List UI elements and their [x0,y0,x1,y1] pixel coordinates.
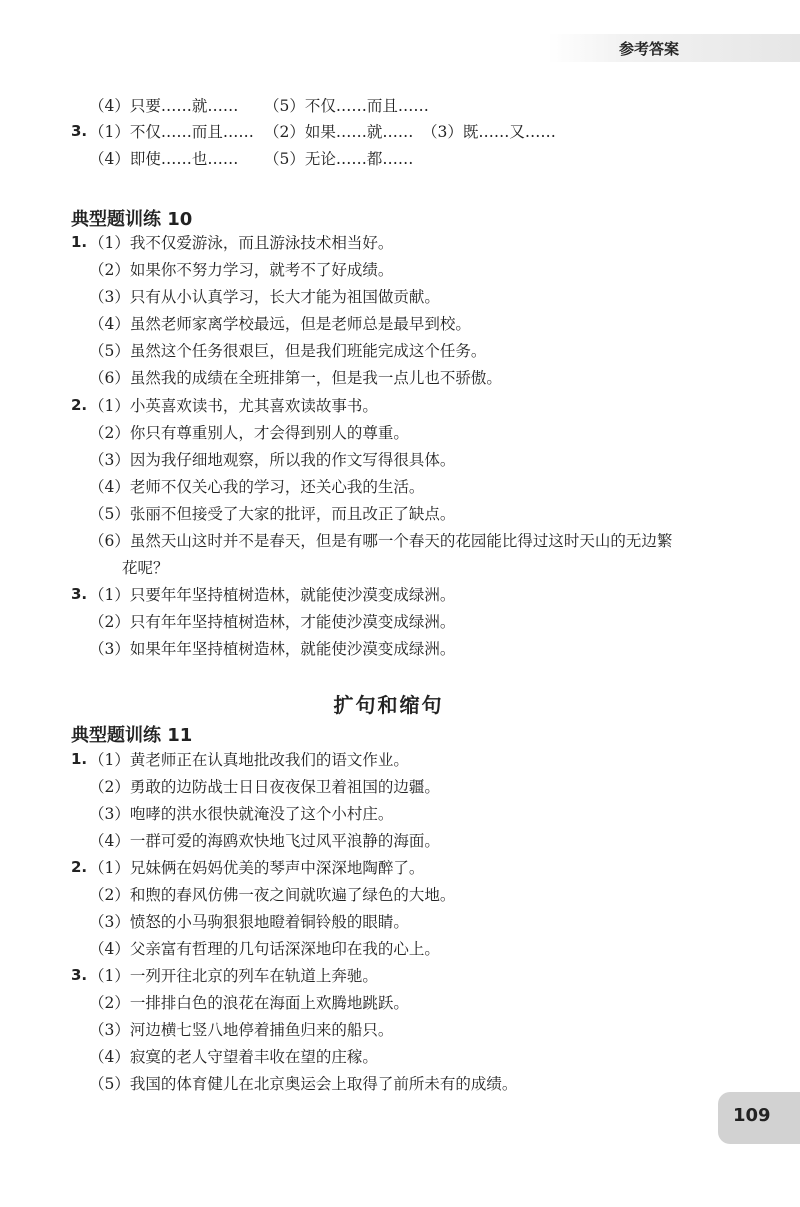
answer-line: （2）如果你不努力学习，就考不了好成绩。 [89,261,394,279]
answer-line: （5）虽然这个任务很艰巨，但是我们班能完成这个任务。 [89,342,487,360]
section-title: 典型题训练 11 [71,725,193,746]
answer-line: （2）你只有尊重别人，才会得到别人的尊重。 [89,424,409,442]
page-number: 109 [733,1105,771,1126]
answer-line: （4）只要……就…… [89,97,239,115]
answer-line: （5）我国的体育健儿在北京奥运会上取得了前所未有的成绩。 [89,1075,518,1093]
answer-line: （4）寂寞的老人守望着丰收在望的庄稼。 [89,1048,378,1066]
answer-line: （3）咆哮的洪水很快就淹没了这个小村庄。 [89,805,394,823]
answer-line: （4）即使……也…… [89,150,239,168]
answer-line: 花呢？ [122,559,169,577]
answer-line: （1）我不仅爱游泳，而且游泳技术相当好。 [89,234,394,252]
answer-line: （5）无论……都…… [264,150,414,168]
answer-line: （3）既……又…… [422,123,556,141]
question-number: 3. [71,966,88,984]
question-number: 3. [71,585,88,603]
answer-line: （4）一群可爱的海鸥欢快地飞过风平浪静的海面。 [89,832,440,850]
answer-line: （3）河边横七竖八地停着捕鱼归来的船只。 [89,1021,394,1039]
answer-line: （3）只有从小认真学习，长大才能为祖国做贡献。 [89,288,440,306]
answer-line: （2）勇敢的边防战士日日夜夜保卫着祖国的边疆。 [89,778,440,796]
answer-line: （5）不仅……而且…… [264,97,429,115]
header-label: 参考答案 [619,40,680,58]
answer-line: （1）小英喜欢读书，尤其喜欢读故事书。 [89,397,378,415]
question-number: 1. [71,750,88,768]
answer-line: （3）如果年年坚持植树造林，就能使沙漠变成绿洲。 [89,640,456,658]
answer-line: （4）父亲富有哲理的几句话深深地印在我的心上。 [89,940,440,958]
answer-line: （3）因为我仔细地观察，所以我的作文写得很具体。 [89,451,456,469]
answer-line: （2）只有年年坚持植树造林，才能使沙漠变成绿洲。 [89,613,456,631]
answer-line: （6）虽然我的成绩在全班排第一，但是我一点儿也不骄傲。 [89,369,502,387]
answer-line: （2）和煦的春风仿佛一夜之间就吹遍了绿色的大地。 [89,886,456,904]
answer-line: （2）如果……就…… [264,123,414,141]
chapter-title: 扩句和缩句 [333,693,444,717]
question-number: 2. [71,858,88,876]
answer-line: （4）虽然老师家离学校最远，但是老师总是最早到校。 [89,315,471,333]
question-number: 3. [71,122,88,140]
answer-line: （5）张丽不但接受了大家的批评，而且改正了缺点。 [89,505,456,523]
answer-line: （4）老师不仅关心我的学习，还关心我的生活。 [89,478,425,496]
question-number: 2. [71,396,88,414]
question-number: 1. [71,233,88,251]
answer-line: （1）只要年年坚持植树造林，就能使沙漠变成绿洲。 [89,586,456,604]
answer-line: （6）虽然天山这时并不是春天，但是有哪一个春天的花园能比得过这时天山的无边繁 [89,532,673,550]
answer-line: （1）黄老师正在认真地批改我们的语文作业。 [89,751,409,769]
answer-line: （3）愤怒的小马驹狠狠地瞪着铜铃般的眼睛。 [89,913,409,931]
answer-line: （1）一列开往北京的列车在轨道上奔驰。 [89,967,378,985]
answer-line: （2）一排排白色的浪花在海面上欢腾地跳跃。 [89,994,409,1012]
section-title: 典型题训练 10 [71,209,193,230]
answer-line: （1）不仅……而且…… [89,123,254,141]
answer-line: （1）兄妹俩在妈妈优美的琴声中深深地陶醉了。 [89,859,425,877]
